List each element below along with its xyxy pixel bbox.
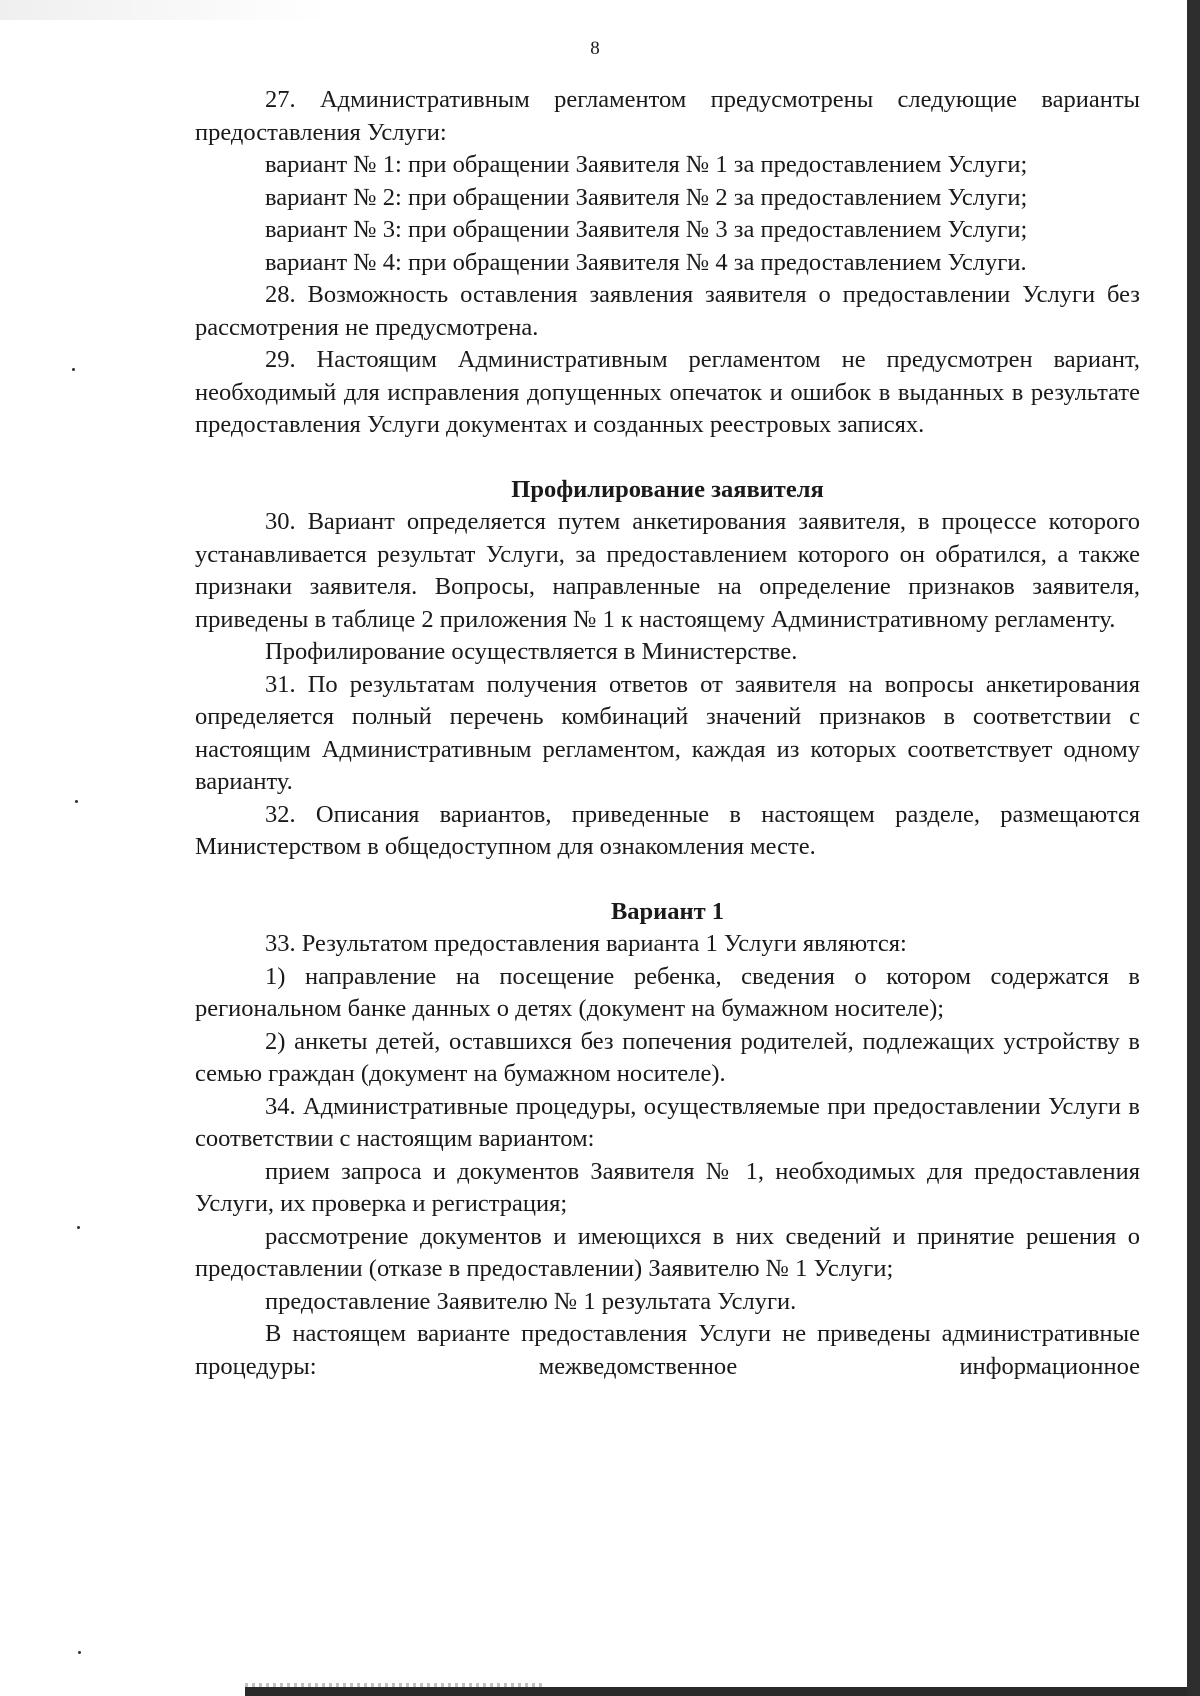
list-item-procedure-1: прием запроса и документов Заявителя № 1, необходимых для предоставления Услуги, их проверка и регистрация; [195, 1157, 1140, 1217]
paragraph-28: 28. Возможность оставления заявления заявителя о предоставлении Услуги без рассмотрения не предусмотрена. [195, 281, 1140, 341]
list-item-variant-4: вариант № 4: при обращении Заявителя № 4 за предоставлением Услуги. [265, 248, 1027, 276]
paragraph-30: 30. Вариант определяется путем анкетирования заявителя, в процессе которого устанавливается результат Услуги, за предоставлением которого он обратился, а также признаки заявителя. Вопросы, направленные на определение признаков заявителя, приведены в таблице 2 приложения № 1 к настоящему Административному регламенту. [195, 508, 1140, 633]
paragraph-27: 27. Административным регламентом предусмотрены следующие варианты предоставления Услуги: [195, 86, 1140, 146]
scan-edge-right [1187, 0, 1200, 1696]
paragraph-31: 31. По результатам получения ответов от заявителя на вопросы анкетирования определяется полный перечень комбинаций значений признаков в соответствии с настоящим Административным регламентом, каждая из которых соответствует одному варианту. [195, 670, 1140, 795]
scan-edge-bottom [245, 1687, 1187, 1696]
scan-speck [77, 1226, 80, 1229]
scan-artifact-bottom [245, 1683, 545, 1687]
list-item-procedure-3: предоставление Заявителю № 1 результата Услуги. [265, 1287, 797, 1315]
paragraph-profiling-note: Профилирование осуществляется в Министерстве. [265, 638, 798, 665]
document-body [195, 84, 1140, 1383]
list-item-variant-1: вариант № 1: при обращении Заявителя № 1 за предоставлением Услуги; [265, 151, 1028, 178]
section-heading-profiling: Профилирование заявителя [511, 475, 824, 503]
scan-speck [78, 1651, 81, 1654]
section-heading-variant-1: Вариант 1 [610, 897, 725, 925]
scan-speck [72, 368, 75, 371]
list-item-result-2: 2) анкеты детей, оставшихся без попечения родителей, подлежащих устройству в семью граждан (документ на бумажном носителе). [195, 1027, 1140, 1087]
page-number: 8 [590, 38, 600, 59]
paragraph-29: 29. Настоящим Административным регламентом не предусмотрен вариант, необходимый для исправления допущенных опечаток и ошибок в выданных в результате предоставления Услуги документах и созданных реестровых записях. [195, 346, 1140, 438]
list-item-procedure-2: рассмотрение документов и имеющихся в них сведений и принятие решения о предоставлении (отказе в предоставлении) Заявителю № 1 Услуги; [195, 1222, 1140, 1282]
list-item-variant-2: вариант № 2: при обращении Заявителя № 2 за предоставлением Услуги; [265, 183, 1028, 211]
scan-speck [75, 800, 78, 803]
paragraph-32: 32. Описания вариантов, приведенные в настоящем разделе, размещаются Министерством в общедоступном для ознакомления месте. [195, 800, 1140, 860]
scan-artifact-top [0, 0, 330, 20]
paragraph-34: 34. Административные процедуры, осуществляемые при предоставлении Услуги в соответствии с настоящим вариантом: [195, 1092, 1140, 1152]
paragraph-33: 33. Результатом предоставления варианта 1 Услуги являются: [265, 930, 907, 957]
list-item-result-1: 1) направление на посещение ребенка, сведения о котором содержатся в региональном банке данных о детях (документ на бумажном носителе); [195, 962, 1140, 1022]
paragraph-procedures-note: В настоящем варианте предоставления Услуги не приведены административные процедуры: межведомственное информационное [195, 1320, 1140, 1380]
list-item-variant-3: вариант № 3: при обращении Заявителя № 3 за предоставлением Услуги; [265, 216, 1028, 243]
